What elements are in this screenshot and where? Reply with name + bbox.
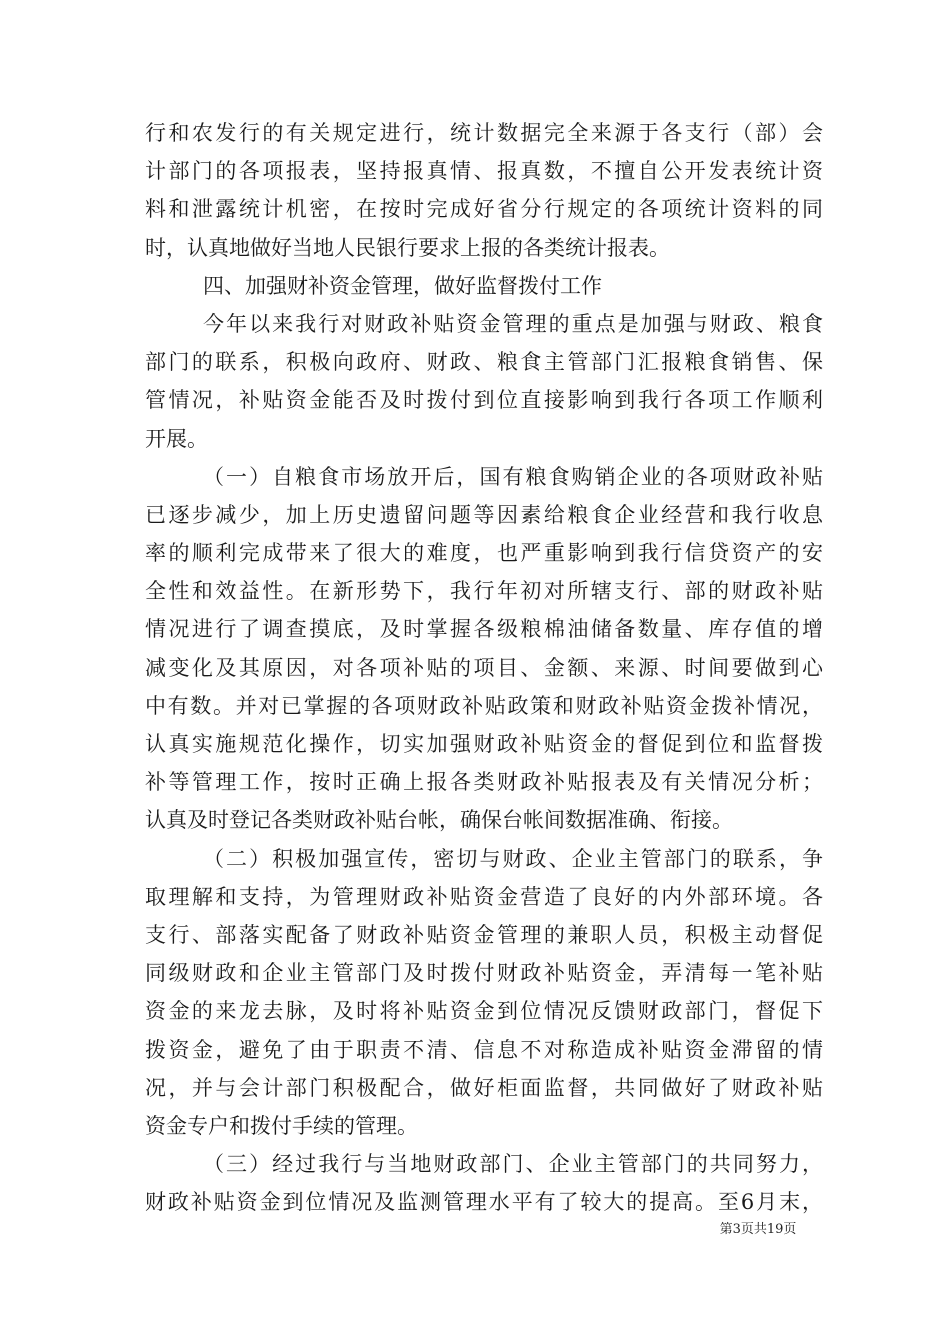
text-line: （三）经过我行与当地财政部门、企业主管部门的共同努力， <box>203 1152 823 1177</box>
text-line: 计部门的各项报表，坚持报真情、报真数，不擅自公开发表统计资 <box>145 159 823 184</box>
page-number: 第3页共19页 <box>719 1222 797 1237</box>
text-line: 管情况，补贴资金能否及时拨付到位直接影响到我行各项工作顺利 <box>145 388 823 413</box>
text-line: 况，并与会计部门积极配合，做好柜面监督，共同做好了财政补贴 <box>145 1075 823 1100</box>
text-line: 全性和效益性。在新形势下，我行年初对所辖支行、部的财政补贴 <box>145 579 823 604</box>
page-footer <box>0 1218 950 1237</box>
text-line: 认真实施规范化操作，切实加强财政补贴资金的督促到位和监督拨 <box>145 732 823 756</box>
text-line: 资金专户和拨付手续的管理。 <box>145 1113 418 1138</box>
text-line: 支行、部落实配备了财政补贴资金管理的兼职人员，积极主动督促 <box>145 922 823 947</box>
text-line: 减变化及其原因，对各项补贴的项目、金额、来源、时间要做到心 <box>145 655 823 680</box>
text-line: （一）自粮食市场放开后，国有粮食购销企业的各项财政补贴 <box>203 464 823 489</box>
text-line: 补等管理工作，按时正确上报各类财政补贴报表及有关情况分析； <box>145 770 823 795</box>
text-line: 已逐步减少，加上历史遗留问题等因素给粮食企业经营和我行收息 <box>145 502 823 527</box>
text-line: 四、加强财补资金管理，做好监督拨付工作 <box>203 273 602 298</box>
text-line: 时，认真地做好当地人民银行要求上报的各类统计报表。 <box>145 235 670 260</box>
text-line: 率的顺利完成带来了很大的难度，也严重影响到我行信贷资产的安 <box>145 541 823 566</box>
text-line: 料和泄露统计机密，在按时完成好省分行规定的各项统计资料的同 <box>145 197 823 222</box>
text-line: 财政补贴资金到位情况及监测管理水平有了较大的提高。至6月末， <box>145 1190 823 1215</box>
text-line: 部门的联系，积极向政府、财政、粮食主管部门汇报粮食销售、保 <box>145 350 823 375</box>
text-line: 取理解和支持，为管理财政补贴资金营造了良好的内外部环境。各 <box>145 884 823 909</box>
text-line: 情况进行了调查摸底，及时掌握各级粮棉油储备数量、库存值的增 <box>145 617 823 642</box>
text-line: （二）积极加强宣传，密切与财政、企业主管部门的联系，争 <box>203 846 823 871</box>
text-line: 中有数。并对已掌握的各项财政补贴政策和财政补贴资金拨补情况， <box>145 693 823 718</box>
text-line: 今年以来我行对财政补贴资金管理的重点是加强与财政、粮食 <box>203 311 823 336</box>
text-line: 认真及时登记各类财政补贴台帐，确保台帐间数据准确、衔接。 <box>145 808 733 833</box>
text-line: 资金的来龙去脉，及时将补贴资金到位情况反馈财政部门，督促下 <box>145 999 823 1024</box>
body-text <box>145 114 823 1221</box>
text-line: 拨资金，避免了由于职责不清、信息不对称造成补贴资金滞留的情 <box>145 1037 823 1062</box>
text-line: 开展。 <box>145 426 208 451</box>
text-line: 行和农发行的有关规定进行，统计数据完全来源于各支行（部）会 <box>145 121 823 145</box>
text-line: 同级财政和企业主管部门及时拨付财政补贴资金，弄清每一笔补贴 <box>145 961 823 986</box>
